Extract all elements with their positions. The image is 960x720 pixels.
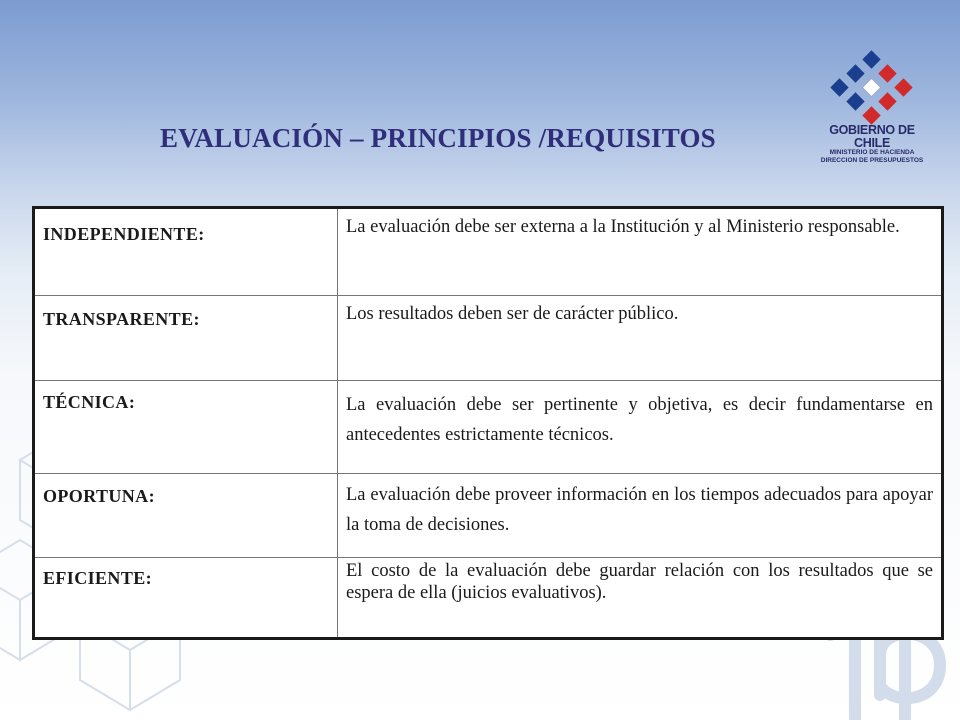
principle-description: La evaluación debe ser pertinente y objetiva, es decir fundamentarse en antecedentes estrictamente técnicos. [338,381,943,474]
slide-title: EVALUACIÓN – PRINCIPIOS /REQUISITOS [160,123,716,153]
table-row [34,208,943,296]
logo-text [812,124,932,164]
table-row [34,296,943,381]
table-row [34,381,943,474]
principle-description: La evaluación debe proveer información en los tiempos adecuados para apoyar la toma de decisiones. [338,474,943,558]
principle-label: TÉCNICA: [34,381,338,474]
logo-line-direccion: DIRECCION DE PRESUPUESTOS [820,156,924,164]
table-row [34,558,943,639]
logo-line-gobierno: GOBIERNO DE CHILE [829,123,915,150]
principle-label: TRANSPARENTE: [34,296,338,381]
principles-table [32,206,944,640]
principle-label: INDEPENDIENTE: [34,208,338,296]
principle-description: El costo de la evaluación debe guardar relación con los resultados que se espera de ella (juicios evaluativos). [338,558,943,639]
principle-description: Los resultados deben ser de carácter público. [338,296,943,381]
principle-label: OPORTUNA: [34,474,338,558]
logo-diamond-cubes [830,50,912,124]
principle-label: EFICIENTE: [34,558,338,639]
logo-line-ministerio: MINISTERIO DE HACIENDA [829,149,915,156]
principle-description: La evaluación debe ser externa a la Institución y al Ministerio responsable. [338,208,943,296]
table-row [34,474,943,558]
